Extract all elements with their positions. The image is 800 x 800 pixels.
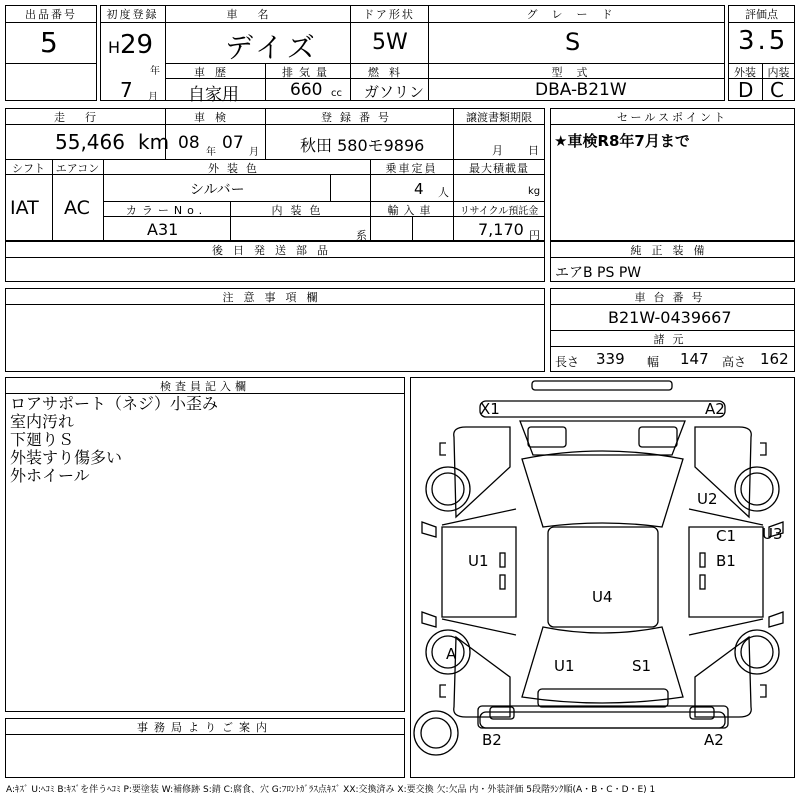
color-number-value: A31 [147, 220, 179, 239]
damage-mark-x1: X1 [480, 400, 500, 418]
sales-point-value: ★車検R8年7月まで [554, 132, 690, 150]
equipment-label: 純正装備 [630, 244, 715, 257]
inspector-notes-label: 検査員記入欄 [160, 380, 250, 393]
damage-mark-u1-rear: U1 [554, 657, 575, 675]
transfer-deadline-label: 譲渡書類期限 [466, 111, 532, 124]
import-label: 輸入車 [387, 204, 436, 217]
inspection-month: 07 [222, 133, 244, 153]
height-value: 162 [760, 350, 789, 368]
transfer-month-unit: 月 [492, 144, 503, 157]
displacement-unit: cc [331, 88, 342, 99]
max-load-unit: kg [528, 186, 541, 197]
interior-label: 内装 [767, 66, 790, 79]
history-label: 車歴 [194, 66, 236, 79]
lot-number-label: 出品番号 [25, 8, 77, 21]
score-value: 3.5 [738, 26, 789, 56]
car-name-label: 車名 [226, 8, 289, 21]
height-label: 高さ [722, 355, 747, 369]
exterior-color-label: 外装色 [208, 162, 265, 175]
exterior-label: 外装 [734, 66, 756, 79]
interior-color-label: 内装色 [271, 204, 329, 217]
capacity-unit: 人 [438, 186, 449, 199]
capacity-label: 乗車定員 [385, 162, 438, 175]
mileage-unit: km [138, 130, 170, 154]
width-value: 147 [680, 350, 709, 368]
length-label: 長さ [555, 355, 580, 369]
inspector-note: 外装すり傷多い [10, 448, 123, 467]
car-diagram [410, 377, 795, 778]
inspector-note: 室内汚れ [10, 412, 75, 431]
exterior-color-value: シルバー [190, 182, 245, 198]
grade-label: グレード [526, 8, 627, 21]
history-value: 自家用 [188, 85, 239, 105]
inspection-year: 08 [178, 133, 200, 153]
damage-mark-a2-front: A2 [705, 400, 725, 418]
displacement-label: 排気量 [282, 66, 333, 79]
door-type-value: 5W [372, 30, 408, 55]
later-parts-label: 後日発送部品 [212, 244, 338, 257]
damage-mark-u2: U2 [697, 490, 718, 508]
fuel-label: 燃料 [368, 66, 410, 79]
legend-text: A:ｷｽﾞ U:ﾍｺﾐ B:ｷｽﾞを伴うﾍｺﾐ P:要塗装 W:補修跡 S:錆 C:腐食、穴 G:ﾌﾛﾝﾄｶﾞﾗｽ点ｷｽﾞ XX:交換済み X:要交換 欠:欠品 内・外装評価 5段階ﾗﾝｸ順(A・B・C・D・E) 1 [6, 785, 656, 795]
era-letter: H [108, 38, 121, 57]
damage-mark-u4: U4 [592, 588, 613, 606]
mileage-value: 55,466 [55, 130, 125, 154]
model-label: 型式 [551, 66, 602, 79]
fuel-value: ガソリン [364, 83, 425, 101]
inspection-label: 車検 [194, 111, 236, 124]
registration-month: 7 [120, 78, 133, 102]
damage-mark-a-left: A [446, 645, 457, 663]
damage-mark-b1: B1 [716, 552, 736, 570]
registration-year: 29 [120, 30, 154, 60]
width-label: 幅 [647, 355, 660, 369]
aircon-label: エアコン [55, 162, 100, 175]
damage-mark-c1: C1 [716, 527, 737, 545]
damage-mark-s1: S1 [632, 657, 652, 675]
exterior-grade: D [738, 78, 754, 102]
recycle-deposit-label: リサイクル預託金 [459, 206, 539, 217]
max-load-label: 最大積載量 [469, 162, 529, 175]
inspection-year-unit: 年 [206, 147, 216, 158]
equipment-value: エアB PS PW [555, 265, 642, 281]
interior-color-unit: 系 [356, 229, 367, 242]
grade-value: S [565, 28, 581, 56]
length-value: 339 [596, 350, 625, 368]
door-type-label: ドア形状 [363, 8, 415, 21]
transfer-day-unit: 日 [528, 144, 539, 157]
damage-mark-u1-left: U1 [468, 552, 489, 570]
damage-mark-u3: U3 [762, 525, 783, 543]
inspector-note: ロアサポート（ネジ）小歪み [10, 394, 219, 413]
chassis-label: 車台番号 [634, 291, 711, 304]
sales-point-box [550, 108, 795, 241]
first-registration-label: 初度登録 [106, 8, 159, 21]
sales-point-label: セールスポイント [616, 111, 728, 124]
inspector-note: 外ホイール [10, 466, 90, 485]
registration-month-unit: 月 [148, 92, 158, 103]
shift-label: シフト [12, 162, 45, 175]
model-value: DBA-B21W [535, 80, 627, 100]
color-number-label: カラーNo. [125, 204, 208, 217]
office-notice-label: 事務局よりご案内 [137, 721, 273, 734]
aircon-value: AC [64, 197, 90, 219]
plate-label: 登録番号 [321, 111, 397, 124]
interior-grade: C [770, 78, 784, 102]
chassis-value: B21W-0439667 [608, 308, 732, 327]
plate-value: 秋田 580モ9896 [300, 136, 425, 155]
mileage-label: 走行 [54, 111, 116, 124]
lot-number-value: 5 [40, 26, 58, 59]
damage-mark-a2-rear: A2 [704, 731, 724, 749]
registration-year-unit: 年 [150, 66, 160, 77]
score-label: 評価点 [745, 8, 778, 21]
recycle-deposit-value: 7,170 [478, 220, 524, 239]
recycle-deposit-unit: 円 [529, 229, 540, 242]
shift-value: IAT [10, 197, 39, 219]
car-name-value: デイズ [225, 31, 319, 64]
displacement-value: 660 [290, 80, 323, 100]
damage-mark-b2: B2 [482, 731, 502, 749]
notes-label: 注意事項欄 [222, 291, 328, 304]
inspection-month-unit: 月 [249, 147, 259, 158]
specs-label: 諸元 [653, 333, 692, 346]
inspector-note: 下廻りＳ [10, 430, 75, 449]
capacity-value: 4 [414, 180, 424, 198]
